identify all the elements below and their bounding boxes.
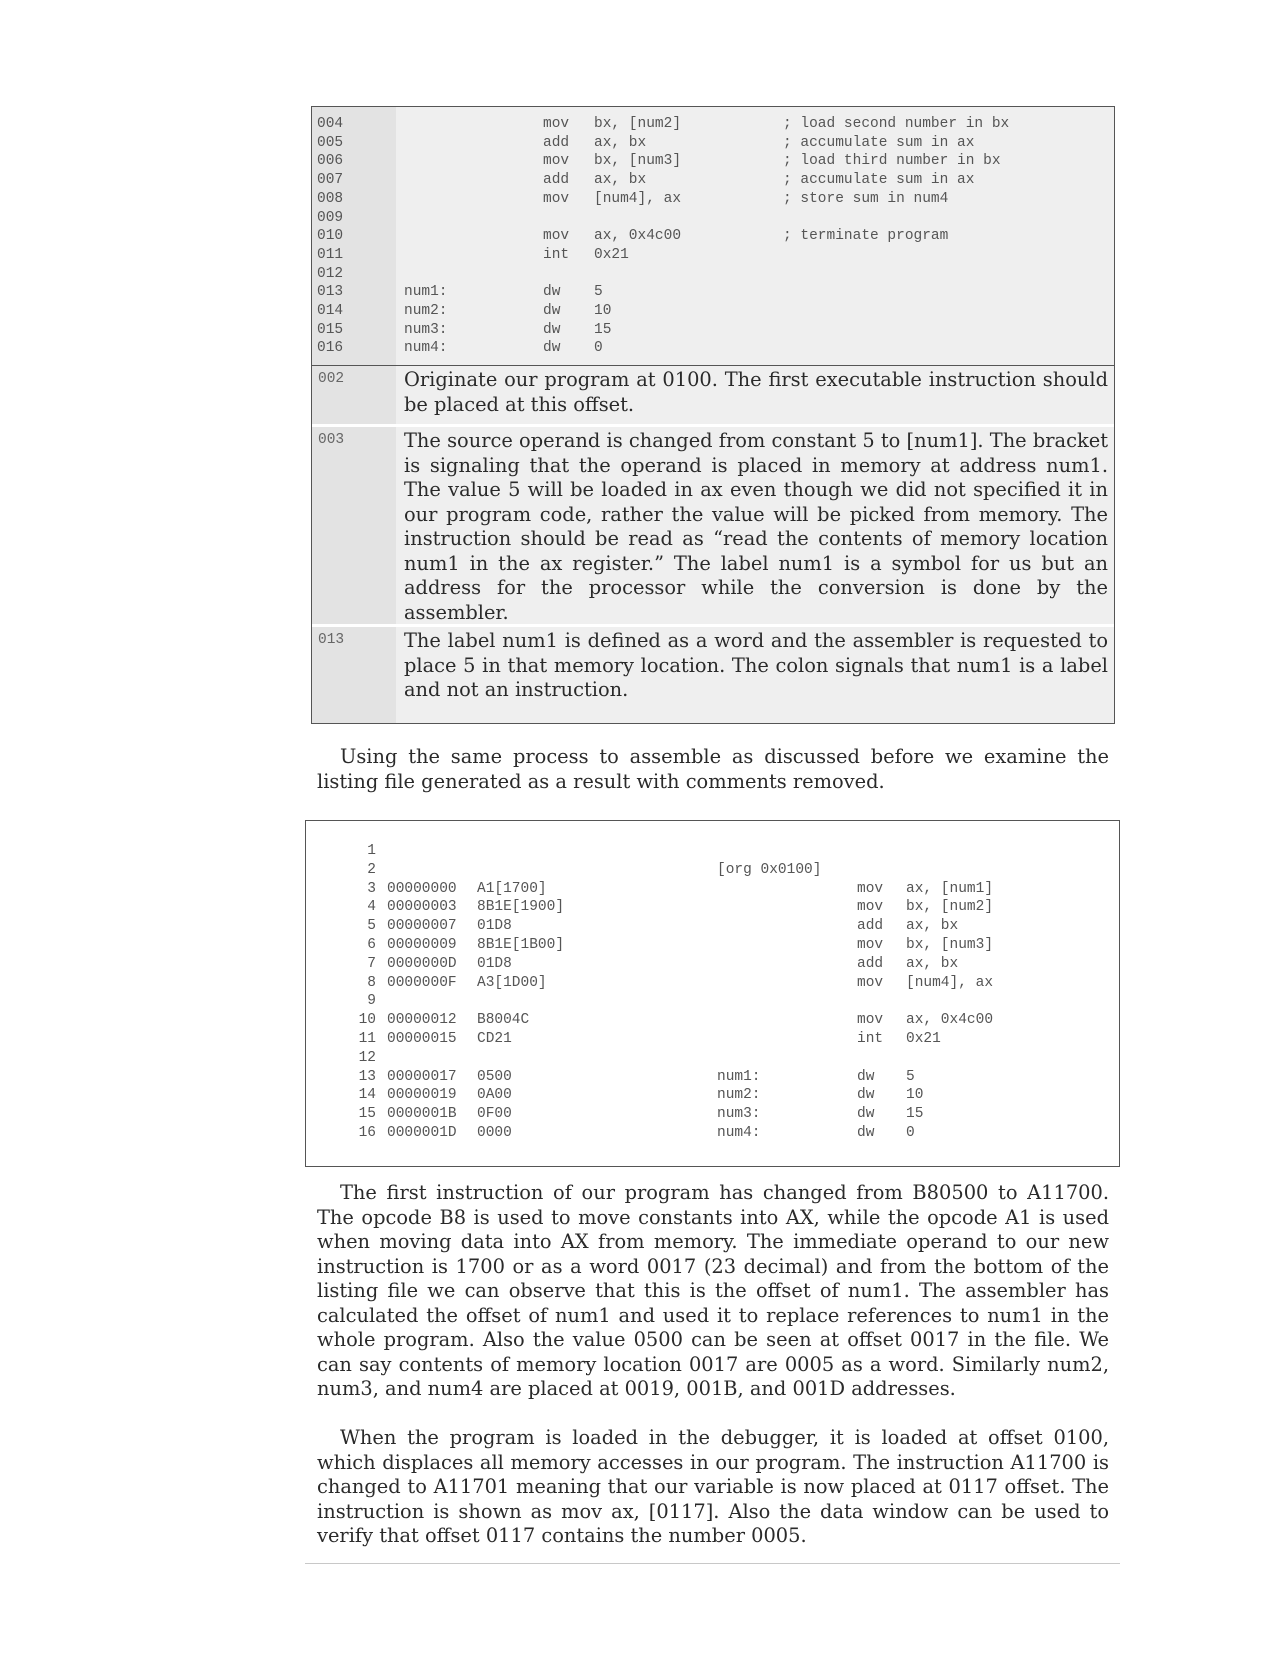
listing-offset: 00000015: [387, 1031, 457, 1047]
listing-offset: 00000003: [387, 899, 457, 916]
listing-operands: 0x21: [906, 1031, 941, 1047]
code-opcode: add: [543, 134, 570, 151]
listing-opcode: add: [857, 955, 884, 972]
listing-offset: 00000009: [387, 937, 457, 953]
listing-opcode: add: [857, 918, 884, 935]
listing-machine-code: 8B1E[1900]: [477, 899, 565, 916]
listing-line-number: 4: [367, 899, 376, 916]
code-opcode: add: [543, 172, 570, 189]
code-opcode: dw: [543, 284, 561, 301]
listing-line-number: 16: [358, 1125, 376, 1141]
code-listing-box: [311, 106, 1115, 366]
listing-line-number: 2: [367, 861, 376, 878]
listing-label: num2:: [717, 1087, 761, 1104]
code-comment: ; accumulate sum in ax: [783, 134, 975, 151]
code-line-number: 012: [317, 265, 344, 282]
code-opcode: mov: [543, 153, 570, 170]
code-line-number: 006: [317, 153, 344, 170]
listing-line-number: 8: [367, 974, 376, 991]
code-line-number: 014: [317, 303, 344, 319]
code-opcode: mov: [543, 116, 570, 132]
listing-operands: 15: [906, 1106, 924, 1123]
listing-opcode: dw: [857, 1087, 875, 1104]
listing-operands: 10: [906, 1087, 924, 1104]
listing-opcode: mov: [857, 974, 884, 991]
listing-offset: 00000007: [387, 918, 457, 935]
code-operands: bx, [num3]: [594, 153, 682, 170]
listing-machine-code: A3[1D00]: [477, 974, 547, 991]
intro-paragraph: Using the same process to assemble as discussed before we examine the listing file generated as a result with comments removed.: [317, 745, 1109, 793]
listing-machine-code: B8004C: [477, 1012, 530, 1029]
listing-line-number: 7: [367, 955, 376, 972]
code-opcode: mov: [543, 228, 570, 245]
listing-opcode: mov: [857, 1012, 884, 1029]
listing-label: num3:: [717, 1106, 761, 1123]
listing-machine-code: CD21: [477, 1031, 512, 1047]
code-line-number: 009: [317, 209, 344, 226]
listing-operands: [num4], ax: [906, 974, 994, 991]
listing-offset: 0000000F: [387, 974, 457, 991]
listing-machine-code: A1[1700]: [477, 880, 547, 897]
body-paragraph: When the program is loaded in the debugger, it is loaded at offset 0100, which displaces all memory accesses in our program. The instruction A11700 is changed to A11701 meaning that our variable is now placed at 0117 offset. The instruction is shown as mov ax, [0117]. Also the data window can be used to verify that offset 0117 contains the number 0005.: [317, 1426, 1109, 1547]
explanation-text: Originate our program at 0100. The first executable instruction should be placed at this offset.: [404, 368, 1108, 416]
listing-opcode: mov: [857, 937, 884, 953]
body-paragraph: The first instruction of our program has changed from B80500 to A11700. The opcode B8 is used to move constants into AX, while the opcode A1 is used when moving data into AX from memory. The immediate operand to our new instruction is 1700 or as a word 0017 (23 decimal) and from the bottom of the listing file we can observe that this is the offset of num1. The assembler has calculated the offset of num1 and used it to replace references to num1 in the whole program. Also the value 0500 can be seen at offset 0017 in the file. We can say contents of memory location 0017 are 0005 as a word. Similarly num2, num3, and num4 are placed at 0019, 001B, and 001D addresses.: [317, 1181, 1109, 1400]
code-operands: [num4], ax: [594, 190, 682, 207]
code-line-number: 008: [317, 190, 344, 207]
listing-operands: ax, bx: [906, 918, 959, 935]
listing-offset: 0000001D: [387, 1125, 457, 1141]
listing-line-number: 3: [367, 880, 376, 897]
code-label: num4:: [404, 340, 448, 357]
listing-line-number: 12: [358, 1049, 376, 1066]
code-operands: 0: [594, 340, 603, 357]
listing-offset: 00000012: [387, 1012, 457, 1029]
listing-line-number: 14: [358, 1087, 376, 1104]
listing-machine-code: 0F00: [477, 1106, 512, 1123]
listing-label: num1:: [717, 1068, 761, 1085]
code-line-number: 016: [317, 340, 344, 357]
page-bottom-rule: [305, 1563, 1120, 1564]
code-line-number: 011: [317, 246, 344, 263]
listing-line-number: 13: [358, 1068, 376, 1085]
listing-opcode: mov: [857, 899, 884, 916]
explanation-line-number: 013: [312, 627, 396, 723]
code-comment: ; accumulate sum in ax: [783, 172, 975, 189]
listing-offset: 00000019: [387, 1087, 457, 1104]
listing-line-number: 15: [358, 1106, 376, 1123]
listing-machine-code: 0A00: [477, 1087, 512, 1104]
listing-line-number: 1: [367, 843, 376, 859]
listing-machine-code: 0000: [477, 1125, 512, 1141]
listing-line-number: 5: [367, 918, 376, 935]
code-label: num1:: [404, 284, 448, 301]
explanation-text: The label num1 is defined as a word and the assembler is requested to place 5 in that memory location. The colon signals that num1 is a label and not an instruction.: [404, 629, 1108, 701]
listing-operands: ax, bx: [906, 955, 959, 972]
code-opcode: int: [543, 246, 570, 263]
code-label: num2:: [404, 303, 448, 319]
code-line-number: 004: [317, 116, 344, 132]
code-operands: bx, [num2]: [594, 116, 682, 132]
code-line-number: 007: [317, 172, 344, 189]
code-operands: 15: [594, 321, 612, 338]
code-opcode: mov: [543, 190, 570, 207]
code-operands: ax, bx: [594, 172, 647, 189]
listing-operands: ax, 0x4c00: [906, 1012, 994, 1029]
listing-operands: 0: [906, 1125, 915, 1141]
listing-line-number: 9: [367, 993, 376, 1010]
listing-opcode: int: [857, 1031, 884, 1047]
listing-offset: 0000000D: [387, 955, 457, 972]
listing-machine-code: 01D8: [477, 955, 512, 972]
explanation-line-number: 002: [312, 366, 396, 424]
listing-machine-code: 01D8: [477, 918, 512, 935]
code-operands: 5: [594, 284, 603, 301]
listing-offset: 00000000: [387, 880, 457, 897]
listing-label: num4:: [717, 1125, 761, 1141]
explanation-row: [312, 427, 1114, 624]
listing-operands: bx, [num3]: [906, 937, 994, 953]
listing-opcode: dw: [857, 1106, 875, 1123]
listing-line-number: 6: [367, 937, 376, 953]
code-line-number: 010: [317, 228, 344, 245]
listing-machine-code: 8B1E[1B00]: [477, 937, 565, 953]
listing-operands: bx, [num2]: [906, 899, 994, 916]
code-comment: ; load second number in bx: [783, 116, 1010, 132]
code-comment: ; store sum in num4: [783, 190, 949, 207]
listing-operands: 5: [906, 1068, 915, 1085]
explanation-box: [311, 366, 1115, 724]
listing-label: [org 0x0100]: [717, 861, 822, 878]
listing-opcode: dw: [857, 1068, 875, 1085]
code-comment: ; load third number in bx: [783, 153, 1001, 170]
code-opcode: dw: [543, 321, 561, 338]
listing-operands: ax, [num1]: [906, 880, 994, 897]
code-operands: ax, 0x4c00: [594, 228, 682, 245]
code-line-number: 013: [317, 284, 344, 301]
explanation-line-number: 003: [312, 427, 396, 624]
code-opcode: dw: [543, 303, 561, 319]
listing-offset: 00000017: [387, 1068, 457, 1085]
listing-line-number: 11: [358, 1031, 376, 1047]
listing-machine-code: 0500: [477, 1068, 512, 1085]
code-operands: ax, bx: [594, 134, 647, 151]
listing-opcode: mov: [857, 880, 884, 897]
listing-offset: 0000001B: [387, 1106, 457, 1123]
code-operands: 0x21: [594, 246, 629, 263]
code-comment: ; terminate program: [783, 228, 949, 245]
code-operands: 10: [594, 303, 612, 319]
explanation-row: [312, 366, 1114, 424]
code-label: num3:: [404, 321, 448, 338]
listing-opcode: dw: [857, 1125, 875, 1141]
code-line-number: 015: [317, 321, 344, 338]
explanation-text: The source operand is changed from constant 5 to [num1]. The bracket is signaling that the operand is placed in memory at address num1. The value 5 will be loaded in ax even though we did not specified it in our program code, rather the value will be picked from memory. The instruction should be read as “read the contents of memory location num1 in the ax register.” The label num1 is a symbol for us but an address for the processor while the conversion is done by the assembler.: [404, 429, 1108, 624]
explanation-row: [312, 627, 1114, 723]
listing-file-box: [305, 820, 1120, 1167]
code-line-number: 005: [317, 134, 344, 151]
listing-line-number: 10: [358, 1012, 376, 1029]
code-opcode: dw: [543, 340, 561, 357]
